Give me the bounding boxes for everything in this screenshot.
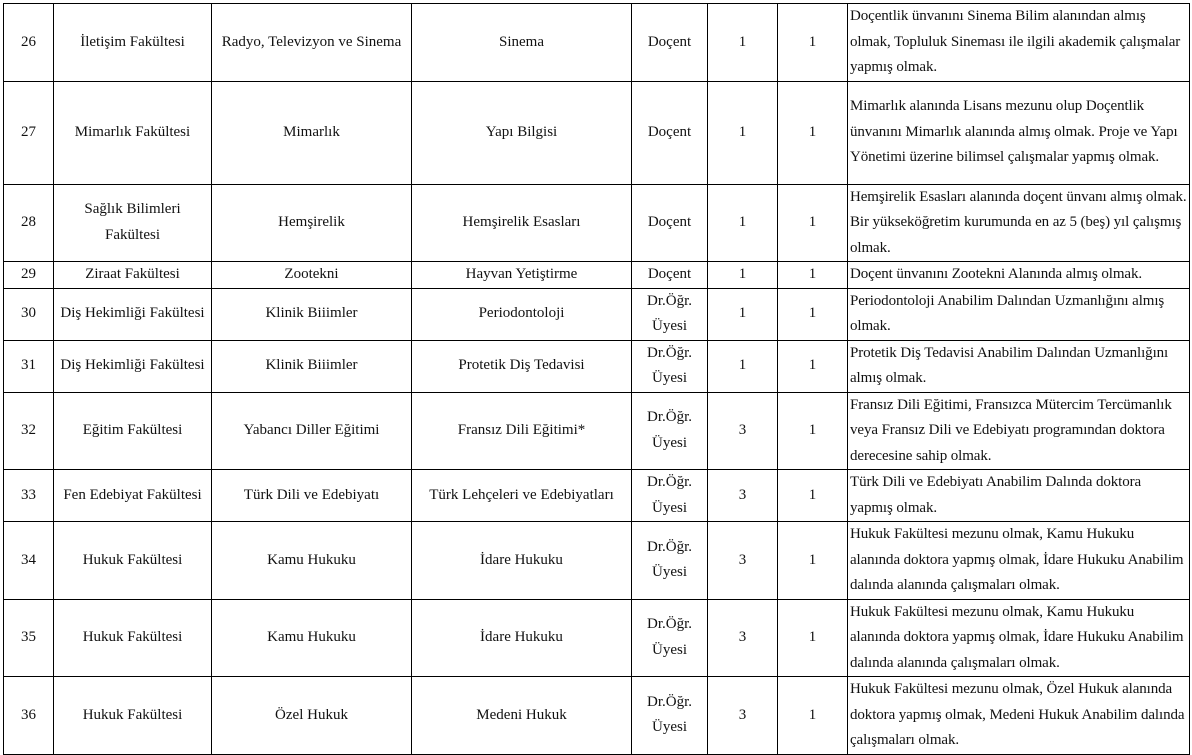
n-cell: 1 (778, 340, 848, 392)
table-row (4, 288, 1190, 340)
field-cell: Protetik Diş Tedavisi (412, 340, 632, 392)
n-cell: 1 (778, 470, 848, 522)
requirement-cell: Doçent ünvanını Zootekni Alanında almış olmak. (848, 262, 1190, 289)
count-cell: 1 (708, 81, 778, 184)
table-row (4, 340, 1190, 392)
row-number: 36 (4, 677, 54, 755)
faculty-cell: Diş Hekimliği Fakültesi (54, 340, 212, 392)
title-cell: Dr.Öğr. Üyesi (632, 677, 708, 755)
faculty-cell: Diş Hekimliği Fakültesi (54, 288, 212, 340)
faculty-cell: Eğitim Fakültesi (54, 392, 212, 470)
field-cell: İdare Hukuku (412, 522, 632, 600)
field-cell: Hayvan Yetiştirme (412, 262, 632, 289)
n-cell: 1 (778, 4, 848, 82)
table-row (4, 677, 1190, 755)
title-cell: Doçent (632, 262, 708, 289)
title-cell: Dr.Öğr. Üyesi (632, 340, 708, 392)
title-cell: Dr.Öğr. Üyesi (632, 392, 708, 470)
count-cell: 1 (708, 340, 778, 392)
field-cell: Hemşirelik Esasları (412, 184, 632, 262)
title-cell: Dr.Öğr. Üyesi (632, 470, 708, 522)
faculty-cell: İletişim Fakültesi (54, 4, 212, 82)
table-row (4, 184, 1190, 262)
count-cell: 1 (708, 262, 778, 289)
department-cell: Radyo, Televizyon ve Sinema (212, 4, 412, 82)
row-number: 32 (4, 392, 54, 470)
field-cell: Yapı Bilgisi (412, 81, 632, 184)
requirement-cell: Hemşirelik Esasları alanında doçent ünvanı almış olmak. Bir yükseköğretim kurumunda en az 5 (beş) yıl çalışmış olmak. (848, 184, 1190, 262)
positions-table (3, 3, 1190, 755)
department-cell: Zootekni (212, 262, 412, 289)
faculty-cell: Fen Edebiyat Fakültesi (54, 470, 212, 522)
count-cell: 3 (708, 392, 778, 470)
n-cell: 1 (778, 262, 848, 289)
count-cell: 1 (708, 184, 778, 262)
field-cell: Sinema (412, 4, 632, 82)
faculty-cell: Sağlık Bilimleri Fakültesi (54, 184, 212, 262)
table-row (4, 470, 1190, 522)
row-number: 27 (4, 81, 54, 184)
n-cell: 1 (778, 81, 848, 184)
row-number: 31 (4, 340, 54, 392)
count-cell: 1 (708, 288, 778, 340)
requirement-cell: Fransız Dili Eğitimi, Fransızca Mütercim Tercümanlık veya Fransız Dili ve Edebiyatı programından doktora derecesine sahip olmak. (848, 392, 1190, 470)
department-cell: Özel Hukuk (212, 677, 412, 755)
department-cell: Hemşirelik (212, 184, 412, 262)
count-cell: 3 (708, 470, 778, 522)
n-cell: 1 (778, 288, 848, 340)
field-cell: Türk Lehçeleri ve Edebiyatları (412, 470, 632, 522)
requirement-cell: Hukuk Fakültesi mezunu olmak, Özel Hukuk alanında doktora yapmış olmak, Medeni Hukuk Anabilim dalında çalışmaları olmak. (848, 677, 1190, 755)
department-cell: Klinik Biiimler (212, 340, 412, 392)
title-cell: Dr.Öğr. Üyesi (632, 288, 708, 340)
department-cell: Yabancı Diller Eğitimi (212, 392, 412, 470)
row-number: 30 (4, 288, 54, 340)
title-cell: Dr.Öğr. Üyesi (632, 599, 708, 677)
requirement-cell: Doçentlik ünvanını Sinema Bilim alanından almış olmak, Topluluk Sineması ile ilgili akademik çalışmalar yapmış olmak. (848, 4, 1190, 82)
faculty-cell: Ziraat Fakültesi (54, 262, 212, 289)
n-cell: 1 (778, 522, 848, 600)
row-number: 34 (4, 522, 54, 600)
n-cell: 1 (778, 184, 848, 262)
count-cell: 3 (708, 677, 778, 755)
requirement-cell: Periodontoloji Anabilim Dalından Uzmanlığını almış olmak. (848, 288, 1190, 340)
table-row (4, 599, 1190, 677)
count-cell: 1 (708, 4, 778, 82)
faculty-cell: Hukuk Fakültesi (54, 677, 212, 755)
n-cell: 1 (778, 599, 848, 677)
field-cell: Medeni Hukuk (412, 677, 632, 755)
faculty-cell: Hukuk Fakültesi (54, 599, 212, 677)
department-cell: Kamu Hukuku (212, 599, 412, 677)
row-number: 26 (4, 4, 54, 82)
requirement-cell: Protetik Diş Tedavisi Anabilim Dalından Uzmanlığını almış olmak. (848, 340, 1190, 392)
n-cell: 1 (778, 392, 848, 470)
row-number: 33 (4, 470, 54, 522)
table-row (4, 81, 1190, 184)
title-cell: Doçent (632, 184, 708, 262)
table-row (4, 4, 1190, 82)
title-cell: Dr.Öğr. Üyesi (632, 522, 708, 600)
requirement-cell: Mimarlık alanında Lisans mezunu olup Doçentlik ünvanını Mimarlık alanında almış olmak. Proje ve Yapı Yönetimi üzerine bilimsel çalışmalar yapmış olmak. (848, 81, 1190, 184)
requirement-cell: Hukuk Fakültesi mezunu olmak, Kamu Hukuku alanında doktora yapmış olmak, İdare Hukuku Anabilim dalında alanında çalışmaları olmak. (848, 599, 1190, 677)
row-number: 29 (4, 262, 54, 289)
department-cell: Türk Dili ve Edebiyatı (212, 470, 412, 522)
field-cell: İdare Hukuku (412, 599, 632, 677)
requirement-cell: Türk Dili ve Edebiyatı Anabilim Dalında doktora yapmış olmak. (848, 470, 1190, 522)
title-cell: Doçent (632, 81, 708, 184)
table-row (4, 392, 1190, 470)
faculty-cell: Hukuk Fakültesi (54, 522, 212, 600)
field-cell: Periodontoloji (412, 288, 632, 340)
n-cell: 1 (778, 677, 848, 755)
count-cell: 3 (708, 522, 778, 600)
field-cell: Fransız Dili Eğitimi* (412, 392, 632, 470)
department-cell: Kamu Hukuku (212, 522, 412, 600)
table-row (4, 262, 1190, 289)
row-number: 35 (4, 599, 54, 677)
table-row (4, 522, 1190, 600)
faculty-cell: Mimarlık Fakültesi (54, 81, 212, 184)
requirement-cell: Hukuk Fakültesi mezunu olmak, Kamu Hukuku alanında doktora yapmış olmak, İdare Hukuku Anabilim dalında alanında çalışmaları olmak. (848, 522, 1190, 600)
department-cell: Klinik Biiimler (212, 288, 412, 340)
row-number: 28 (4, 184, 54, 262)
title-cell: Doçent (632, 4, 708, 82)
department-cell: Mimarlık (212, 81, 412, 184)
count-cell: 3 (708, 599, 778, 677)
